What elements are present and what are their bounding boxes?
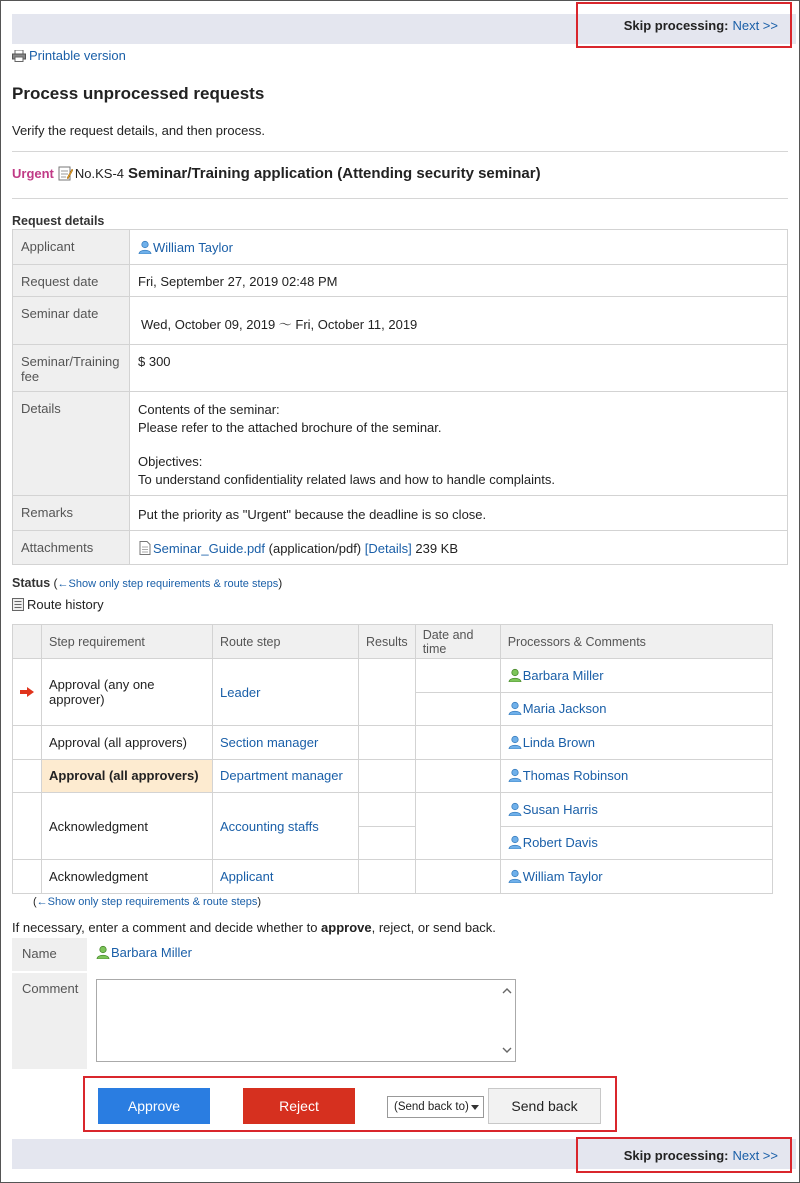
user-icon: [138, 240, 152, 254]
details-value: Contents of the seminar: Please refer to the attached brochure of the seminar. Objectives: To understand confidentiality related laws and how to handle complaints.: [130, 392, 788, 496]
printer-icon: [12, 50, 26, 62]
detail-key: Remarks: [13, 496, 130, 531]
route-step-link[interactable]: Applicant: [220, 868, 274, 884]
col-route-step: Route step: [213, 625, 359, 659]
printable-version-link[interactable]: [12, 48, 126, 63]
processor-link[interactable]: William Taylor: [508, 869, 603, 884]
instruction-note: If necessary, enter a comment and decide whether to approve, reject, or send back.: [12, 920, 496, 935]
detail-row-attachments: [13, 531, 788, 565]
detail-key: Seminar/Training fee: [13, 345, 130, 392]
remarks-value: Put the priority as "Urgent" because the deadline is so close.: [130, 496, 788, 531]
show-only-steps-link-bottom[interactable]: ←Show only step requirements & route steps: [36, 896, 258, 908]
send-back-button[interactable]: Send back: [488, 1088, 601, 1124]
file-icon: [138, 541, 152, 555]
request-date-value: Fri, September 27, 2019 02:48 PM: [130, 265, 788, 297]
processor-link[interactable]: Maria Jackson: [508, 701, 607, 716]
detail-key: Applicant: [13, 230, 130, 265]
skip-bar-bottom: [12, 1139, 796, 1169]
comment-textarea[interactable]: [96, 979, 516, 1062]
request-form-icon: [58, 166, 73, 181]
request-name: Seminar/Training application (Attending security seminar): [128, 165, 541, 182]
attachment-link[interactable]: Seminar_Guide.pdf: [153, 541, 266, 556]
attachment-size: 239 KB: [415, 541, 459, 556]
step-requirement: Approval (all approvers): [42, 726, 213, 760]
detail-key: Attachments: [13, 531, 130, 565]
route-step-link[interactable]: Department manager: [220, 768, 343, 784]
current-user-link[interactable]: Barbara Miller: [96, 945, 192, 960]
comment-label: Comment: [12, 973, 87, 1069]
detail-key: Details: [13, 392, 130, 496]
detail-row-fee: [13, 345, 788, 392]
detail-row-details: [13, 392, 788, 496]
route-row: [13, 860, 773, 894]
attachment-details-link[interactable]: [Details]: [364, 541, 412, 556]
route-history-icon: [12, 598, 24, 611]
skip-processing-top: [576, 2, 792, 48]
attachment-type: (application/pdf): [268, 541, 362, 556]
printable-version-label: Printable version: [29, 48, 126, 63]
step-requirement: Approval (any one approver): [42, 659, 213, 726]
route-row: [13, 759, 773, 793]
user-icon: [508, 768, 522, 782]
skip-processing-label: Skip processing:: [623, 17, 729, 33]
user-icon: [508, 802, 522, 816]
route-history-link[interactable]: Route history: [12, 597, 104, 612]
detail-row-seminar-date: [13, 297, 788, 345]
action-buttons-group: [83, 1076, 617, 1132]
detail-key: Request date: [13, 265, 130, 297]
priority-badge: Urgent: [12, 166, 54, 181]
applicant-link[interactable]: William Taylor: [138, 240, 233, 255]
scroll-up-icon[interactable]: [502, 986, 512, 996]
step-requirement: Acknowledgment: [42, 793, 213, 860]
show-only-steps-link[interactable]: ←Show only step requirements & route steps: [57, 578, 279, 590]
status-header: Status (←Show only step requirements & route steps): [12, 576, 283, 590]
name-label: Name: [12, 938, 87, 971]
route-row: [13, 726, 773, 760]
intro-text: Verify the request details, and then process.: [12, 123, 265, 138]
approve-button[interactable]: Approve: [98, 1088, 210, 1124]
user-icon-active: [508, 668, 522, 682]
next-link-bottom[interactable]: Next >>: [732, 1147, 778, 1163]
detail-row-request-date: [13, 265, 788, 297]
skip-bar-top: [12, 14, 796, 44]
request-number: No.KS-4: [74, 166, 125, 181]
route-step-link[interactable]: Section manager: [220, 734, 319, 750]
skip-processing-label: Skip processing:: [623, 1147, 729, 1163]
scroll-down-icon[interactable]: [502, 1045, 512, 1055]
processor-link[interactable]: Linda Brown: [508, 735, 595, 750]
current-step-arrow-icon: [20, 687, 34, 697]
step-requirement-highlighted: Approval (all approvers): [42, 759, 213, 793]
divider: [12, 151, 788, 152]
name-value: [96, 945, 192, 960]
user-icon: [508, 735, 522, 749]
detail-row-remarks: [13, 496, 788, 531]
status-label: Status: [12, 576, 51, 590]
user-icon: [508, 869, 522, 883]
route-step-link[interactable]: Leader: [220, 684, 261, 700]
col-results: Results: [359, 625, 416, 659]
detail-row-applicant: [13, 230, 788, 265]
fee-value: $ 300: [130, 345, 788, 392]
request-details-label: Request details: [12, 214, 105, 228]
user-icon-active: [96, 945, 110, 959]
col-processors: Processors & Comments: [500, 625, 772, 659]
next-link-top[interactable]: Next >>: [732, 17, 778, 33]
seminar-date-value: Wed, October 09, 2019 〜 Fri, October 11, 2019: [130, 297, 788, 345]
user-icon: [508, 835, 522, 849]
skip-processing-bottom: [576, 1137, 792, 1173]
processor-link[interactable]: Robert Davis: [508, 835, 598, 850]
route-row: [13, 793, 773, 827]
detail-key: Seminar date: [13, 297, 130, 345]
user-icon: [508, 701, 522, 715]
route-header-row: [13, 625, 773, 659]
request-title: [12, 165, 541, 182]
processor-link[interactable]: Susan Harris: [508, 802, 598, 817]
processor-link[interactable]: Thomas Robinson: [508, 768, 629, 783]
request-details-table: [12, 229, 788, 565]
divider: [12, 198, 788, 199]
step-requirement: Acknowledgment: [42, 860, 213, 894]
route-row: [13, 659, 773, 693]
route-step-link[interactable]: Accounting staffs: [220, 818, 319, 834]
page-title: Process unprocessed requests: [12, 84, 265, 103]
route-table: [12, 624, 773, 894]
route-footer: (←Show only step requirements & route steps): [33, 896, 262, 908]
chevron-down-icon: [471, 1105, 479, 1110]
col-step-requirement: Step requirement: [42, 625, 213, 659]
send-back-to-select[interactable]: (Send back to): [387, 1096, 484, 1118]
col-date-time: Date and time: [415, 625, 500, 659]
processor-link[interactable]: Barbara Miller: [508, 668, 604, 683]
reject-button[interactable]: Reject: [243, 1088, 355, 1124]
